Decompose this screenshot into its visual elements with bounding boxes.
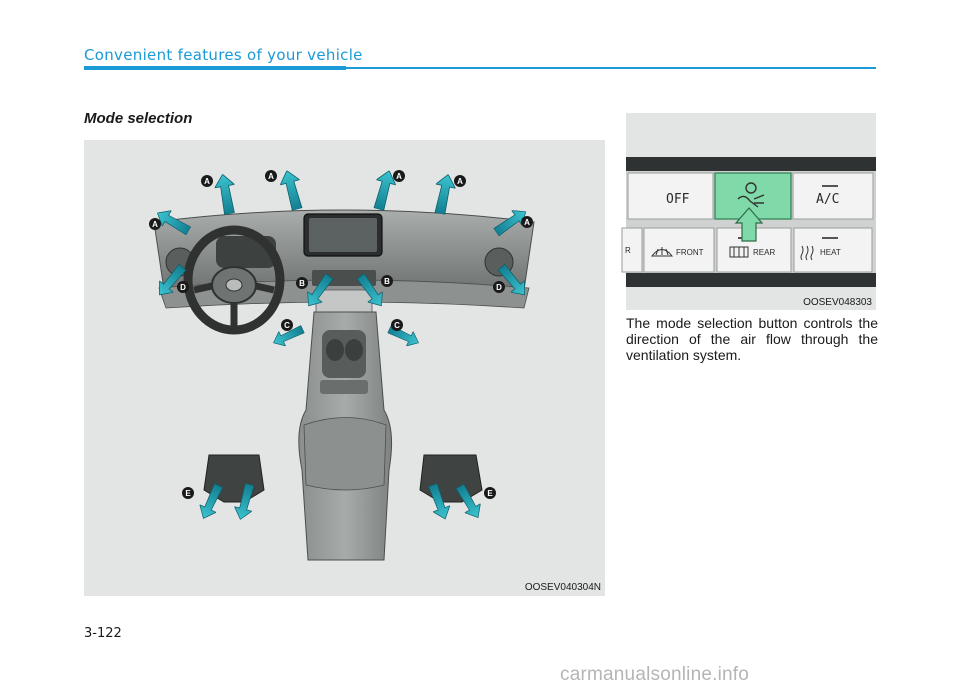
heat-label: HEAT [820, 248, 841, 257]
label-c: C [284, 321, 290, 330]
rear-label: REAR [753, 248, 776, 257]
label-a: A [152, 220, 158, 229]
off-label: OFF [666, 192, 690, 207]
airflow-illustration [84, 140, 605, 596]
label-a: A [268, 172, 274, 181]
label-b: B [384, 277, 390, 286]
figure-caption: OOSEV040304N [524, 582, 601, 593]
label-c: C [394, 321, 400, 330]
label-a: A [457, 177, 463, 186]
control-panel-illustration [626, 113, 876, 310]
dashboard-drawing [84, 140, 605, 596]
figure-caption: OOSEV048303 [803, 297, 872, 308]
label-e: E [487, 489, 493, 498]
label-d: D [180, 283, 186, 292]
floor-duct-right [420, 455, 482, 502]
label-a: A [524, 218, 530, 227]
front-label: FRONT [676, 248, 704, 257]
partial-label: R [625, 246, 631, 255]
label-e: E [185, 489, 191, 498]
label-b: B [299, 279, 305, 288]
description-paragraph: The mode selection button controls the direction of the air flow through the ventilation system. [626, 315, 878, 363]
page-number: 3-122 [84, 626, 122, 641]
header-rule [346, 67, 876, 69]
label-d: D [496, 283, 502, 292]
label-a: A [204, 177, 210, 186]
control-panel-drawing [626, 113, 876, 310]
watermark: carmanualsonline.info [560, 664, 750, 685]
ac-label: A/C [816, 192, 840, 207]
page-heading: Mode selection [84, 110, 193, 127]
header-rule-accent [84, 66, 346, 70]
section-title: Convenient features of your vehicle [84, 46, 363, 64]
label-a: A [396, 172, 402, 181]
